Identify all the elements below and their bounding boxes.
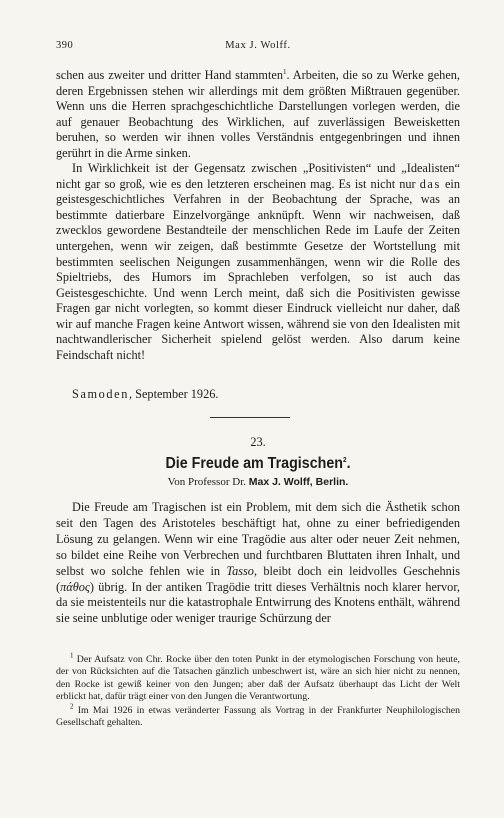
footnote-mark: 1 <box>70 651 74 660</box>
author-prefix: Von Professor Dr. <box>167 476 249 488</box>
text-run: ) übrig. In der antiken Tragödie tritt dieses Verhältnis noch klarer hervor, da sie meistenteils nur die katastrophale Entwirrung des Knotens enthält, während sie seine unblutige oder weniger traurige Schürzung der <box>56 579 460 626</box>
text-run: schen aus zweiter und dritter Hand stammten <box>56 68 283 82</box>
footnote-text: Der Aufsatz von Chr. Rocke über den toten Punkt in der etymologischen Forschung von heute, der von Rücksichten auf die Tatsachen gänzlich unbeschwert ist, wäre an sich hier nicht zu nennen, den Rocke ist gewiß keiner von den Jungen; aber daß der Aufsatz überhaupt das Licht der Welt erblickt hat, dafür trägt einer von den Jungen die Verantwortung. <box>56 654 460 702</box>
footnote-ref: 1 <box>282 67 287 76</box>
footnote-ref: 2 <box>342 456 347 464</box>
continuation-text <box>56 68 460 363</box>
title-text: Die Freude am Tragischen <box>165 455 343 472</box>
footnote <box>56 651 460 703</box>
footnote-text: Im Mai 1926 in etwas veränderter Fassung als Vortrag in der Frankfurter Neuphilologischen Gesellschaft gehalten. <box>56 705 460 729</box>
signoff <box>56 387 476 402</box>
page-number: 390 <box>56 40 74 51</box>
paragraph <box>56 161 460 363</box>
text-run: Die Freude am Tragischen ist ein Problem, mit dem sich die Ästhetik schon seit den Tagen des Aristoteles beschäftigt hat, ohne zu einer befriedigenden Lösung zu gelangen. Wenn wir eine Tragödie aus alter oder neuer Zeit nehmen, so bildet eine Reihe von Verbrechen und furchtbaren Bluttaten ihren Inhalt, und selbst wo solche fehlen wie in <box>56 500 460 578</box>
title-punct: . <box>346 455 351 472</box>
emphasis-spaced: das <box>419 176 441 191</box>
running-head: Max J. Wolff. <box>225 40 291 51</box>
signoff-date: , September 1926. <box>128 387 219 401</box>
greek-term: πάθος <box>60 579 90 594</box>
article-author <box>56 475 460 489</box>
paragraph <box>56 68 460 161</box>
article-title <box>72 455 444 473</box>
footnote <box>56 702 460 730</box>
signoff-place: Samoden <box>72 387 129 401</box>
work-title: Tasso <box>226 563 254 578</box>
text-run: ein geistesgeschichtliches Verfahren in der Beobachtung der Sprache, was an bestimmte datierbare Einzelvorgänge anknüpft. Wenn wir nachweisen, daß zwecklos gewordene Bestandteile der menschlichen Rede im Laufe der Zeiten untergehen, wenn wir zeigen, daß bestimmte Gesetze der Wortstellung mit bestimmten seelischen Neigungen zusammenhängen, wenn wir die Rolle des Spieltriebs, des Humors im Sprachleben verfolgen, so ist auch das Geistesgeschichte. Und wenn Lerch meint, daß sich die Positivisten gewisse Fragen gar nicht vorlegten, so kommt dieser Eindruck vielleicht nur daher, daß wir auf manche Fragen keine Antwort wissen, während sie von den Idealisten mit nachtwandlerischer Sicherheit spielend gelöst werden. Also darum keine Feindschaft nicht! <box>56 176 460 362</box>
text-run: . Arbeiten, die so zu Werke gehen, deren Ergebnissen stehen wir allerdings mit dem größten Mißtrauen gegenüber. Wenn uns die Herren sprachgeschichtliche Darstellungen vorlegen werden, die auf genauer Beobachtung des Wirklichen, auf zuverlässigen Beweisketten beruhen, so werden wir ihnen volles Verständnis entgegenbringen und ihnen gerührt in die Arme sinken. <box>56 68 460 160</box>
text-run: , bleibt doch ein leidvolles Geschehnis ( <box>56 563 460 594</box>
author-name: Max J. Wolff, Berlin. <box>248 476 349 488</box>
article-text <box>56 500 460 627</box>
text-run: In Wirklichkeit ist der Gegensatz zwischen „Positivisten“ und „Idealisten“ nicht gar so groß, wie es den letzteren erscheinen mag. Es ist nicht nur <box>56 161 460 191</box>
page-header <box>56 40 460 56</box>
footnotes <box>56 651 460 730</box>
article-number: 23. <box>250 435 266 449</box>
footnote-mark: 2 <box>70 702 74 711</box>
section-divider <box>210 417 290 418</box>
paragraph <box>56 500 460 627</box>
